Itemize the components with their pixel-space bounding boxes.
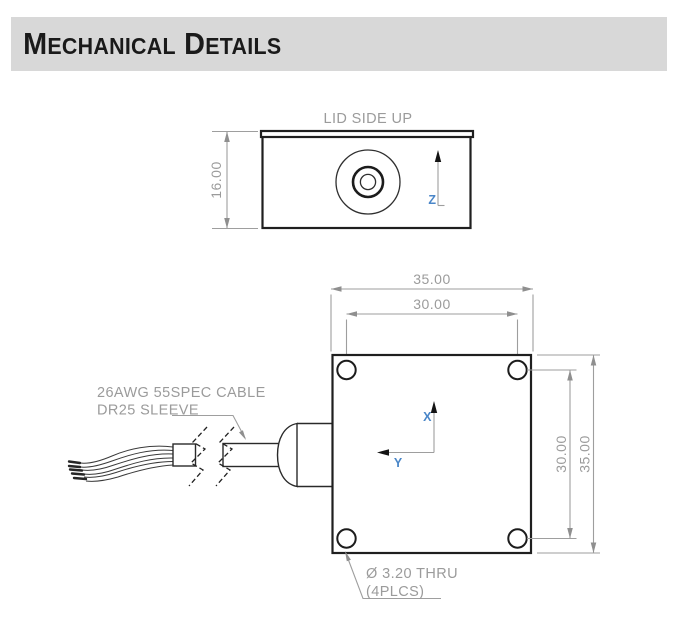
- cable-leader-arrow-icon: [239, 430, 246, 440]
- dim-35-top-label: 35.00: [413, 271, 451, 287]
- title-rest-1: ECHANICAL: [47, 33, 176, 59]
- dim-16-label: 16.00: [208, 161, 224, 199]
- lid-side-up-caption: LID SIDE UP: [323, 111, 413, 127]
- z-axis-label: Z: [428, 193, 436, 207]
- hole-callout: [345, 551, 458, 600]
- cable-wires: [69, 446, 173, 481]
- hole-note-line2: (4PLCS): [366, 584, 425, 600]
- dim-16: [208, 132, 258, 229]
- hole-note-line1: Ø 3.20 THRU: [366, 566, 458, 582]
- cable-grommet: [278, 424, 333, 487]
- cable-callout: [97, 385, 266, 440]
- dim-30-right-label: 30.00: [553, 435, 569, 473]
- title-initial-1: M: [23, 26, 48, 61]
- title-initial-2: D: [184, 26, 206, 61]
- top-down-view: [69, 271, 600, 600]
- x-axis-label: X: [423, 410, 432, 424]
- enclosure-lid: [261, 131, 473, 137]
- dim-30-top: [347, 296, 518, 359]
- enclosure-base: [333, 355, 532, 553]
- title-rest-2: ETAILS: [205, 33, 282, 59]
- side-view: [208, 111, 473, 229]
- dim-35-right-label: 35.00: [576, 435, 593, 473]
- cable-note-line2: DR25 SLEEVE: [97, 402, 199, 419]
- dim-30-top-label: 30.00: [413, 296, 451, 312]
- cable-note-line1: 26AWG 55SPEC CABLE: [97, 385, 266, 401]
- y-axis-label: Y: [393, 456, 403, 470]
- cable-sleeve-left: [173, 444, 196, 466]
- cable-sleeve-right: [223, 444, 279, 467]
- dim-30-right: [527, 370, 577, 539]
